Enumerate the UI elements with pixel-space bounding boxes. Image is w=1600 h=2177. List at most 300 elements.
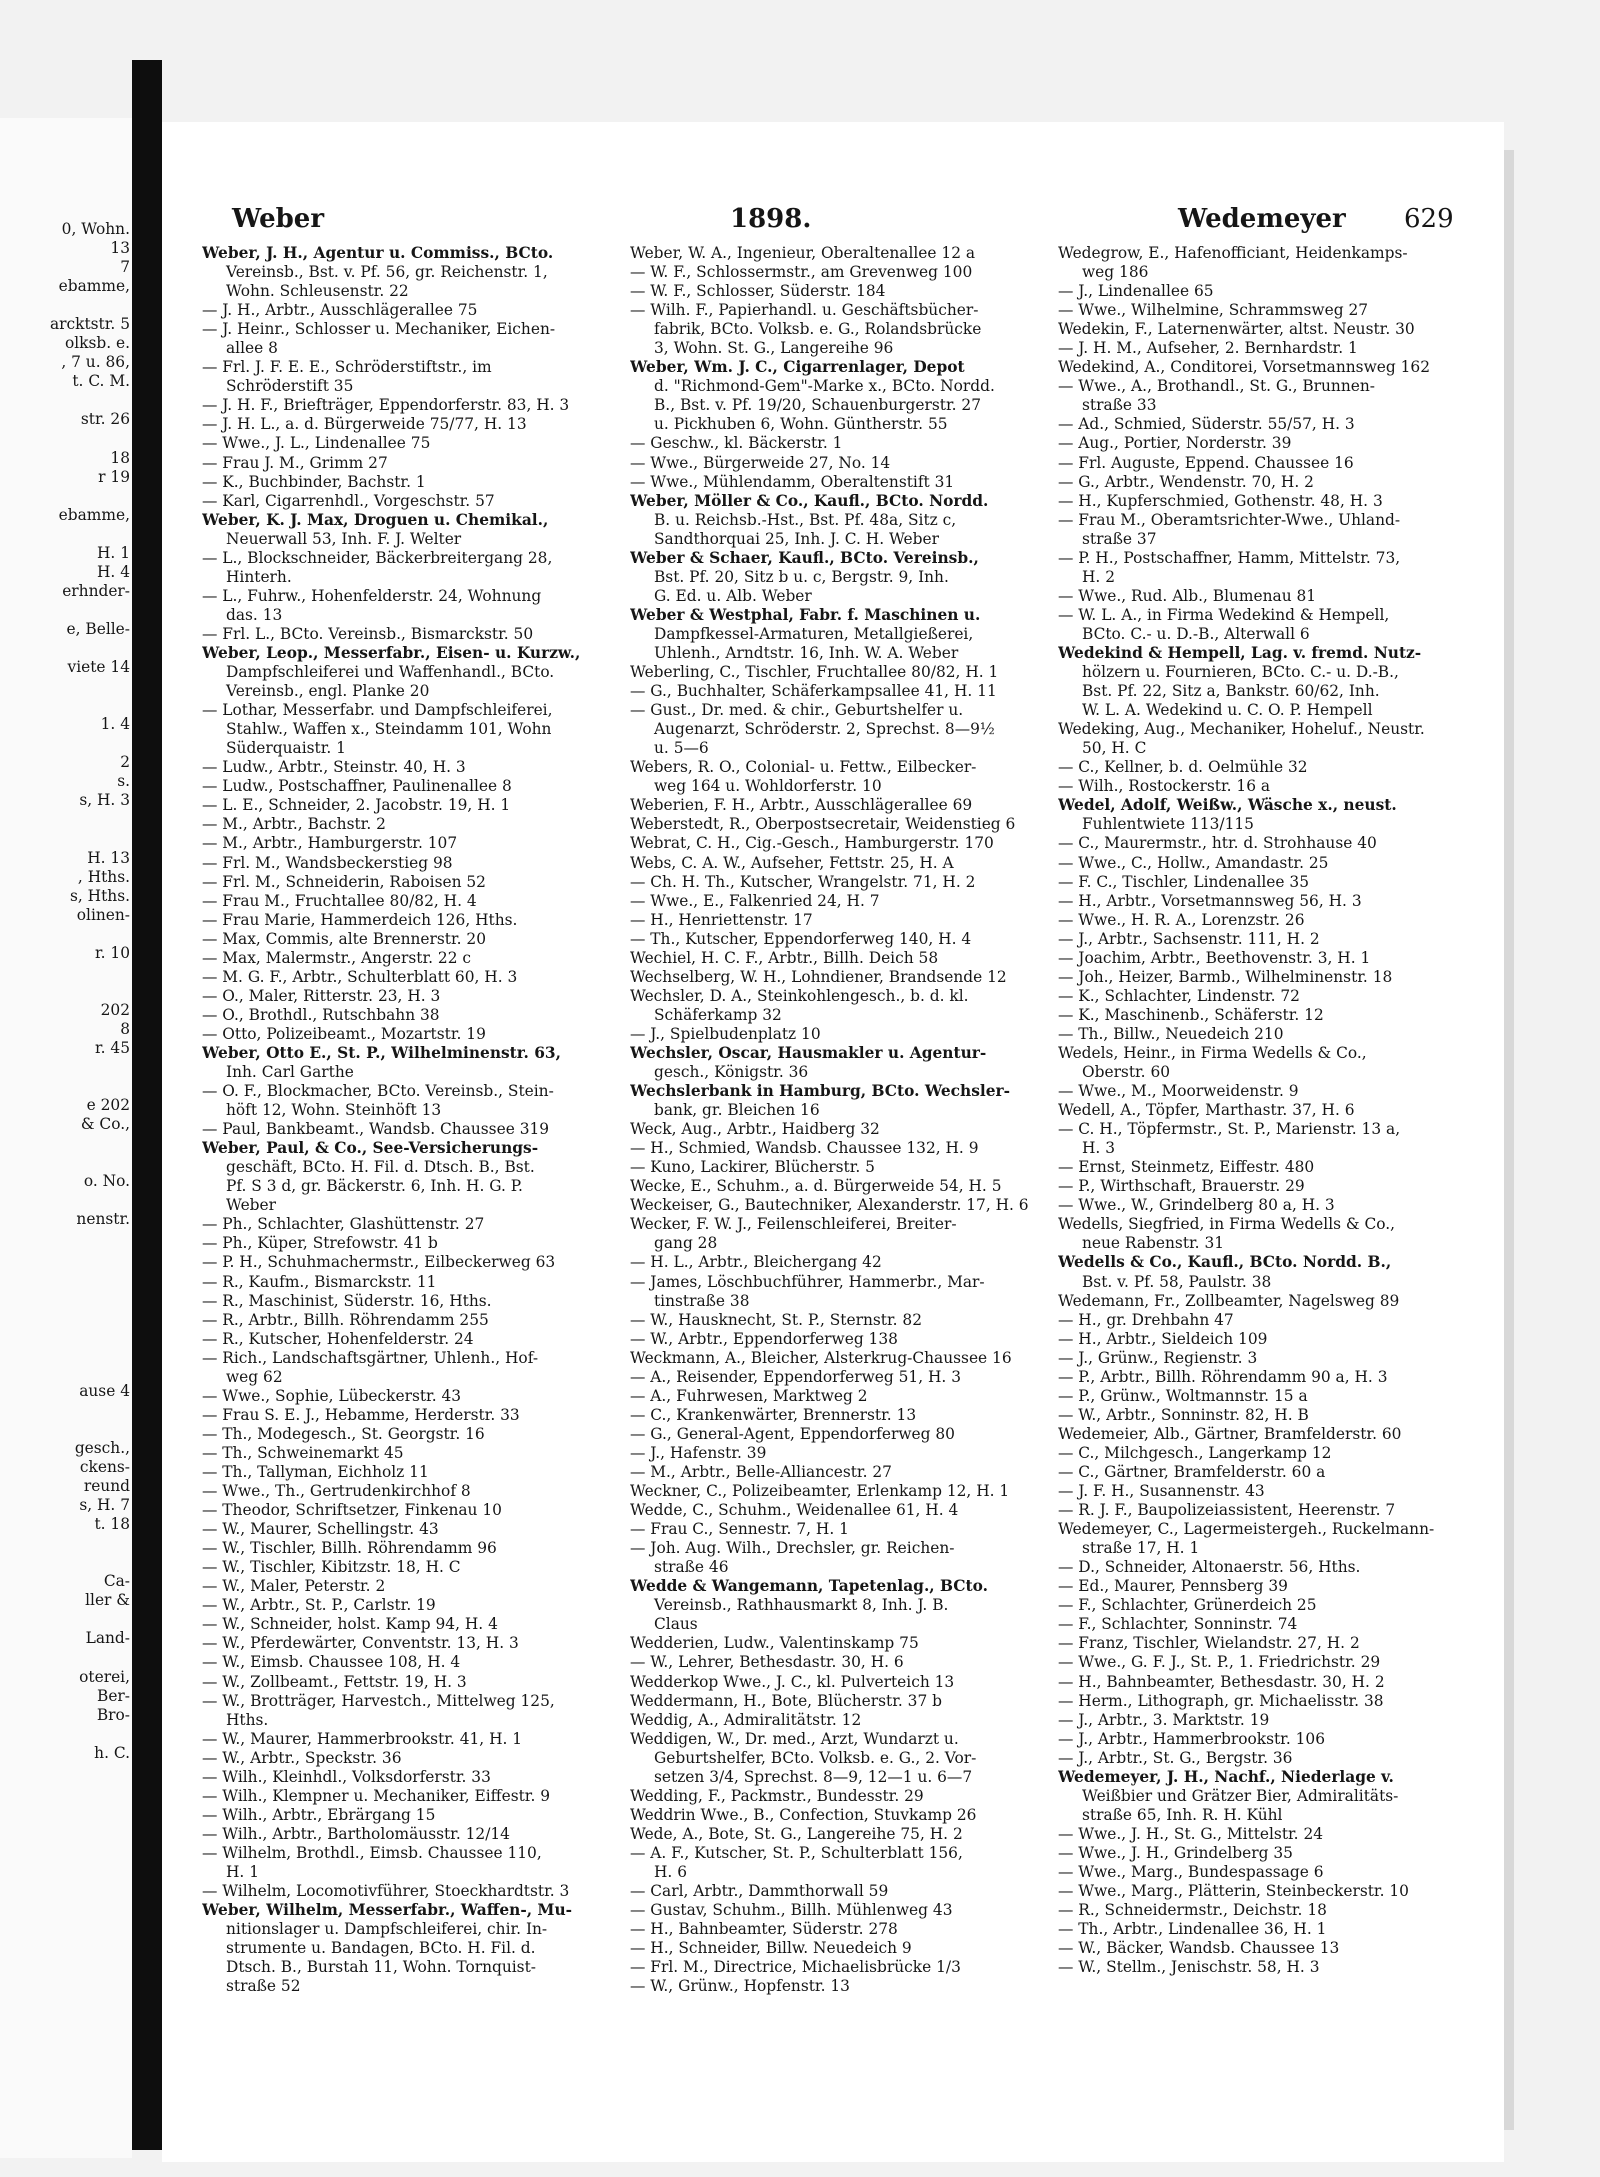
entry-line: — W., Arbtr., Speckstr. 36 (202, 1748, 402, 1767)
entry-line: Wedekin, F., Laternenwärter, altst. Neustr. 30 (1058, 320, 1415, 339)
entry-line: Geburtshelfer, BCto. Volksb. e. G., 2. Vor- (654, 1748, 977, 1767)
previous-page-line (2, 1534, 130, 1553)
entry-line: Vereinsb., Bst. v. Pf. 56, gr. Reichenstr. 1, (226, 263, 548, 282)
previous-page-line (2, 1420, 130, 1439)
entry-line: — M. G. F., Arbtr., Schulterblatt 60, H. 3 (202, 967, 518, 986)
entry-line: Weberling, C., Tischler, Fruchtallee 80/82, H. 1 (630, 663, 999, 682)
entry-line: nitionslager u. Dampfschleiferei, chir. In- (226, 1920, 548, 1939)
previous-page-line: ller & (85, 1591, 130, 1610)
entry-line: Wedderien, Ludw., Valentinskamp 75 (630, 1634, 919, 1653)
previous-page-line (2, 810, 130, 829)
entry-line: — J., Arbtr., Hammerbrookstr. 106 (1058, 1729, 1326, 1748)
entry-line: — O. F., Blockmacher, BCto. Vereinsb., Stein- (202, 1082, 554, 1101)
entry-line: allee 8 (226, 339, 278, 358)
previous-page-line (2, 1553, 130, 1572)
previous-page-line: o. No. (83, 1172, 130, 1191)
entry-line: weg 62 (226, 1367, 283, 1386)
entry-line: — L. E., Schneider, 2. Jacobstr. 19, H. 1 (202, 796, 511, 815)
previous-page-line: h. C. (94, 1743, 130, 1762)
entry-line: — Wwe., J. H., St. G., Mittelstr. 24 (1058, 1824, 1324, 1843)
entry-line: B. u. Reichsb.-Hst., Bst. Pf. 48a, Sitz c, (654, 510, 957, 529)
entry-line: — Ludw., Postschaffner, Paulinenallee 8 (202, 777, 512, 796)
entry-line: — F., Schlachter, Sonninstr. 74 (1058, 1615, 1298, 1634)
entry-line: — M., Arbtr., Hamburgerstr. 107 (202, 834, 458, 853)
entry-line: — Wilh., Kleinhdl., Volksdorferstr. 33 (202, 1767, 491, 1786)
previous-page-line: Ber- (97, 1686, 130, 1705)
entry-line: — W., Tischler, Billh. Röhrendamm 96 (202, 1539, 497, 1558)
entry-line: Wedemeier, Alb., Gärtner, Bramfelderstr. 60 (1058, 1424, 1402, 1443)
previous-page-line (2, 1306, 130, 1325)
entry-line: — W., Pferdewärter, Conventstr. 13, H. 3 (202, 1634, 519, 1653)
entry-line: — Joh. Aug. Wilh., Drechsler, gr. Reichen- (630, 1539, 955, 1558)
entry-column-3 (1058, 244, 1476, 1977)
entry-column-2 (630, 244, 1048, 1996)
entry-line: Weck, Aug., Arbtr., Haidberg 32 (630, 1120, 880, 1139)
entry-line: — Max, Malermstr., Angerstr. 22 c (202, 948, 471, 967)
entry-line: Süderquaistr. 1 (226, 739, 346, 758)
firm-entry-line: Wedekind & Hempell, Lag. v. fremd. Nutz- (1058, 643, 1422, 662)
entry-line: — W. L. A., in Firma Wedekind & Hempell, (1058, 605, 1390, 624)
previous-page-line (2, 677, 130, 696)
entry-line: Neuerwall 53, Inh. F. J. Welter (226, 529, 462, 548)
entry-line: — Frau M., Oberamtsrichter-Wwe., Uhland- (1058, 510, 1401, 529)
previous-page-line: ebamme, (58, 505, 130, 524)
previous-page-line: 18 (110, 448, 130, 467)
entry-line: geschäft, BCto. H. Fil. d. Dtsch. B., Bst. (226, 1158, 535, 1177)
directory-page (162, 122, 1504, 2162)
firm-entry-line: Weber, Möller & Co., Kaufl., BCto. Nordd. (630, 491, 989, 510)
page-number: 629 (1404, 204, 1454, 234)
previous-page-line: viete 14 (67, 658, 130, 677)
entry-line: H. 2 (1082, 567, 1115, 586)
entry-line: — Frau S. E. J., Hebamme, Herderstr. 33 (202, 1405, 520, 1424)
previous-page-line (2, 296, 130, 315)
entry-line: — Frl. M., Schneiderin, Raboisen 52 (202, 872, 486, 891)
entry-line: — J. H., Arbtr., Ausschlägerallee 75 (202, 301, 478, 320)
entry-line: H. 1 (226, 1862, 259, 1881)
previous-page-line: reund (83, 1477, 130, 1496)
firm-entry-line: Weber, Wm. J. C., Cigarrenlager, Depot (630, 358, 965, 377)
previous-page-line (2, 1153, 130, 1172)
entry-line: gang 28 (654, 1234, 718, 1253)
entry-line: — H., Arbtr., Vorsetmannsweg 56, H. 3 (1058, 891, 1362, 910)
entry-line: — W., Hausknecht, St. P., Sternstr. 82 (630, 1310, 922, 1329)
entry-line: Weckner, C., Polizeibeamter, Erlenkamp 12, H. 1 (630, 1482, 1010, 1501)
entry-line: — Th., Modegesch., St. Georgstr. 16 (202, 1424, 485, 1443)
entry-line: Wedeking, Aug., Mechaniker, Hoheluf., Neustr. (1058, 720, 1425, 739)
previous-page-line (2, 734, 130, 753)
entry-line: Inh. Carl Garthe (226, 1063, 354, 1082)
entry-line: — Ed., Maurer, Pennsberg 39 (1058, 1577, 1288, 1596)
previous-page-line: Ca- (103, 1572, 130, 1591)
entry-line: — H., Bahnbeamter, Süderstr. 278 (630, 1920, 898, 1939)
entry-line: gesch., Königstr. 36 (654, 1063, 809, 1082)
entry-line: — W. F., Schlosser, Süderstr. 184 (630, 282, 886, 301)
entry-line: — Th., Kutscher, Eppendorferweg 140, H. 4 (630, 929, 972, 948)
entry-line: — P., Arbtr., Billh. Röhrendamm 90 a, H. 3 (1058, 1367, 1388, 1386)
entry-line: Wedells, Siegfried, in Firma Wedells & Co., (1058, 1215, 1396, 1234)
entry-line: 3, Wohn. St. G., Langereihe 96 (654, 339, 894, 358)
entry-line: — J., Lindenallee 65 (1058, 282, 1214, 301)
entry-line: Weberstedt, R., Oberpostsecretair, Weidenstieg 6 (630, 815, 1016, 834)
entry-line: Weckeiser, G., Bautechniker, Alexanderstr. 17, H. 6 (630, 1196, 1029, 1215)
entry-line: Fuhlentwiete 113/115 (1082, 815, 1254, 834)
entry-line: — Wilh. F., Papierhandl. u. Geschäftsbücher- (630, 301, 979, 320)
entry-line: — G., Buchhalter, Schäferkampsallee 41, H. 11 (630, 682, 997, 701)
entry-line: — Wwe., Th., Gertrudenkirchhof 8 (202, 1482, 471, 1501)
entry-line: — W. F., Schlossermstr., am Grevenweg 100 (630, 263, 973, 282)
entry-line: — D., Schneider, Altonaerstr. 56, Hths. (1058, 1558, 1361, 1577)
entry-line: Weber, W. A., Ingenieur, Oberaltenallee 12 a (630, 244, 976, 262)
entry-line: Weber (226, 1196, 276, 1215)
entry-line: Wedding, F., Packmstr., Bundesstr. 29 (630, 1786, 924, 1805)
previous-page-line: ause 4 (79, 1381, 130, 1400)
entry-line: Wedemeyer, C., Lagermeistergeh., Ruckelmann- (1058, 1520, 1435, 1539)
entry-line: Schröderstift 35 (226, 377, 354, 396)
entry-line: — Wilhelm, Brothdl., Eimsb. Chaussee 110, (202, 1843, 542, 1862)
previous-page-line: 2 (120, 753, 130, 772)
firm-entry-line: Weber & Westphal, Fabr. f. Maschinen u. (630, 605, 981, 624)
firm-entry-line: Weber, Paul, & Co., See-Versicherungs- (202, 1139, 539, 1158)
entry-line: — K., Buchbinder, Bachstr. 1 (202, 472, 426, 491)
entry-line: — Wwe., C., Hollw., Amandastr. 25 (1058, 853, 1329, 872)
previous-page-line: nenstr. (76, 1210, 130, 1229)
entry-line: — M., Arbtr., Belle-Alliancestr. 27 (630, 1463, 892, 1481)
entry-line: — P., Grünw., Woltmannstr. 15 a (1058, 1386, 1308, 1405)
entry-line: Bst. Pf. 20, Sitz b u. c, Bergstr. 9, Inh. (654, 567, 949, 586)
entry-line: — F. C., Tischler, Lindenallee 35 (1058, 872, 1309, 891)
entry-line: das. 13 (226, 605, 283, 624)
entry-line: — Th., Tallyman, Eichholz 11 (202, 1463, 429, 1481)
entry-line: — Joh., Heizer, Barmb., Wilhelminenstr. 18 (1058, 967, 1393, 986)
previous-page-line: H. 4 (97, 562, 130, 581)
entry-line: — James, Löschbuchführer, Hammerbr., Mar- (630, 1272, 985, 1291)
entry-line: — W., Arbtr., St. P., Carlstr. 19 (202, 1596, 436, 1615)
entry-line: — Ph., Küper, Strefowstr. 41 b (202, 1234, 438, 1253)
entry-line: — J. F. H., Susannenstr. 43 (1058, 1482, 1265, 1501)
previous-page-line: Bro- (96, 1705, 130, 1724)
previous-page-text (2, 220, 130, 1763)
previous-page-line: s, H. 3 (79, 791, 130, 810)
entry-line: straße 33 (1082, 396, 1157, 415)
entry-line: u. 5—6 (654, 739, 709, 758)
previous-page-line: 0, Wohn. (61, 220, 130, 238)
previous-page-line: 13 (110, 239, 130, 258)
entry-line: — Wilhelm, Locomotivführer, Stoeckhardtstr. 3 (202, 1882, 570, 1901)
entry-line: — Wwe., Marg., Bundespassage 6 (1058, 1862, 1324, 1881)
previous-page-line: s. (117, 772, 130, 791)
entry-line: Wedemann, Fr., Zollbeamter, Nagelsweg 89 (1058, 1291, 1400, 1310)
previous-page-line (2, 1401, 130, 1420)
entry-line: — Frl. Auguste, Eppend. Chaussee 16 (1058, 453, 1354, 472)
entry-line: strumente u. Bandagen, BCto. H. Fil. d. (226, 1939, 536, 1958)
entry-line: — Otto, Polizeibeamt., Mozartstr. 19 (202, 1024, 486, 1043)
entry-line: d. "Richmond-Gem"-Marke x., BCto. Nordd. (654, 377, 995, 396)
entry-line: Wedde, C., Schuhm., Weidenallee 61, H. 4 (630, 1501, 959, 1520)
previous-page-line: erhnder- (62, 581, 130, 600)
firm-entry-line: Weber, Wilhelm, Messerfabr., Waffen-, Mu- (202, 1901, 573, 1920)
entry-line: Wedegrow, E., Hafenofficiant, Heidenkamps- (1058, 244, 1408, 262)
entry-line: — Frl. L., BCto. Vereinsb., Bismarckstr. 50 (202, 624, 534, 643)
entry-line: — R., Arbtr., Billh. Röhrendamm 255 (202, 1310, 489, 1329)
previous-page-line: , 7 u. 86, (61, 353, 130, 372)
entry-line: — J. H. M., Aufseher, 2. Bernhardstr. 1 (1058, 339, 1358, 358)
entry-line: Oberstr. 60 (1082, 1063, 1171, 1082)
entry-line: — F., Schlachter, Grünerdeich 25 (1058, 1596, 1317, 1615)
previous-page-line: s, Hths. (70, 886, 130, 905)
entry-line: hölzern u. Fournieren, BCto. C.- u. D.-B., (1082, 663, 1399, 682)
entry-line: u. Pickhuben 6, Wohn. Güntherstr. 55 (654, 415, 948, 434)
entry-line: Weddigen, W., Dr. med., Arzt, Wundarzt u. (630, 1729, 959, 1748)
entry-line: — L., Blockschneider, Bäckerbreitergang 28, (202, 548, 553, 567)
entry-line: — Gustav, Schuhm., Billh. Mühlenweg 43 (630, 1901, 953, 1920)
firm-entry-line: Weber, Otto E., St. P., Wilhelminenstr. 63, (202, 1043, 561, 1062)
entry-line: — G., Arbtr., Wendenstr. 70, H. 2 (1058, 472, 1314, 491)
entry-line: Bst. v. Pf. 58, Paulstr. 38 (1082, 1272, 1272, 1291)
page-edge-shadow (1504, 150, 1514, 2130)
entry-line: Wedderkop Wwe., J. C., kl. Pulverteich 13 (630, 1672, 955, 1691)
entry-line: straße 52 (226, 1977, 301, 1996)
previous-page-line (2, 1229, 130, 1248)
entry-line: — G., General-Agent, Eppendorferweg 80 (630, 1424, 955, 1443)
entry-line: — K., Maschinenb., Schäferstr. 12 (1058, 1005, 1324, 1024)
entry-line: — H., Henriettenstr. 17 (630, 910, 813, 929)
previous-page-line (2, 1268, 130, 1287)
entry-line: — O., Maler, Ritterstr. 23, H. 3 (202, 986, 441, 1005)
previous-page-line (2, 1191, 130, 1210)
previous-page-line (2, 925, 130, 944)
previous-page-line: str. 26 (80, 410, 130, 429)
previous-page-line (2, 1344, 130, 1363)
entry-line: — Ad., Schmied, Süderstr. 55/57, H. 3 (1058, 415, 1355, 434)
previous-page-line (2, 1610, 130, 1629)
previous-page-line (2, 601, 130, 620)
firm-entry-line: Wechslerbank in Hamburg, BCto. Wechsler- (630, 1082, 1011, 1101)
previous-page-line (2, 1725, 130, 1744)
entry-line: Vereinsb., engl. Planke 20 (226, 682, 430, 701)
previous-page-line: r 19 (98, 467, 130, 486)
entry-line: straße 46 (654, 1558, 729, 1577)
entry-line: Wede, A., Bote, St. G., Langereihe 75, H. 2 (630, 1824, 963, 1843)
entry-line: — Rich., Landschaftsgärtner, Uhlenh., Hof- (202, 1348, 539, 1367)
entry-line: Wedell, A., Töpfer, Marthastr. 37, H. 6 (1058, 1101, 1355, 1120)
entry-line: BCto. C.- u. D.-B., Alterwall 6 (1082, 624, 1310, 643)
entry-line: — J., Spielbudenplatz 10 (630, 1024, 821, 1043)
previous-page-line: H. 13 (87, 848, 130, 867)
previous-page-line (2, 525, 130, 544)
previous-page-line (2, 1077, 130, 1096)
entry-line: — W., Maurer, Hammerbrookstr. 41, H. 1 (202, 1729, 523, 1748)
entry-line: straße 65, Inh. R. H. Kühl (1082, 1805, 1283, 1824)
previous-page-line (2, 1287, 130, 1306)
entry-line: — Ch. H. Th., Kutscher, Wrangelstr. 71, H. 2 (630, 872, 976, 891)
entry-line: — Th., Arbtr., Lindenallee 36, H. 1 (1058, 1920, 1327, 1939)
firm-entry-line: Wechsler, Oscar, Hausmakler u. Agentur- (630, 1043, 987, 1062)
previous-page-line: oterei, (79, 1667, 130, 1686)
previous-page-fragment (0, 118, 132, 2158)
entry-line: B., Bst. v. Pf. 19/20, Schauenburgerstr. 27 (654, 396, 981, 415)
entry-line: — Wwe., W., Grindelberg 80 a, H. 3 (1058, 1196, 1335, 1215)
entry-line: — Frl. M., Directrice, Michaelisbrücke 1/3 (630, 1958, 961, 1977)
previous-page-line (2, 830, 130, 849)
entry-line: W. L. A. Wedekind u. C. O. P. Hempell (1082, 701, 1373, 720)
entry-line: — Wwe., Rud. Alb., Blumenau 81 (1058, 586, 1317, 605)
entry-line: — M., Arbtr., Bachstr. 2 (202, 815, 386, 834)
entry-line: — Aug., Portier, Norderstr. 39 (1058, 434, 1292, 453)
entry-line: — Gust., Dr. med. & chir., Geburtshelfer u. (630, 701, 964, 720)
entry-line: 50, H. C (1082, 739, 1147, 758)
entry-line: Bst. Pf. 22, Sitz a, Bankstr. 60/62, Inh. (1082, 682, 1380, 701)
entry-line: Weddermann, H., Bote, Blücherstr. 37 b (630, 1691, 942, 1710)
entry-line: Webers, R. O., Colonial- u. Fettw., Eilbecker- (630, 758, 977, 777)
entry-line: — P. H., Postschaffner, Hamm, Mittelstr. 73, (1058, 548, 1401, 567)
running-head-left: Weber (232, 204, 325, 234)
entry-line: — H., Bahnbeamter, Bethesdastr. 30, H. 2 (1058, 1672, 1385, 1691)
entry-line: Sandthorquai 25, Inh. J. C. H. Weber (654, 529, 939, 548)
entry-line: — Wwe., J. L., Lindenallee 75 (202, 434, 431, 453)
previous-page-line: , Hths. (77, 867, 130, 886)
previous-page-line: r. 45 (94, 1039, 130, 1058)
entry-line: — Franz, Tischler, Wielandstr. 27, H. 2 (1058, 1634, 1360, 1653)
entry-line: — Ernst, Steinmetz, Eiffestr. 480 (1058, 1158, 1315, 1177)
entry-line: — Wwe., E., Falkenried 24, H. 7 (630, 891, 880, 910)
entry-line: — C., Maurermstr., htr. d. Strohhause 40 (1058, 834, 1377, 853)
entry-line: — Wwe., Marg., Plätterin, Steinbeckerstr. 10 (1058, 1882, 1409, 1901)
previous-page-line (2, 1058, 130, 1077)
entry-line: — A., Reisender, Eppendorferweg 51, H. 3 (630, 1367, 962, 1386)
previous-page-line (2, 639, 130, 658)
previous-page-line: gesch., (74, 1439, 130, 1457)
entry-line: — C., Krankenwärter, Brennerstr. 13 (630, 1405, 917, 1424)
entry-line: — Herm., Lithograph, gr. Michaelisstr. 38 (1058, 1691, 1384, 1710)
entry-line: — Karl, Cigarrenhdl., Vorgeschstr. 57 (202, 491, 495, 510)
entry-line: — J., Arbtr., 3. Marktstr. 19 (1058, 1710, 1270, 1729)
entry-line: — Ludw., Arbtr., Steinstr. 40, H. 3 (202, 758, 466, 777)
previous-page-line (2, 391, 130, 410)
book-gutter (132, 60, 162, 2150)
previous-page-line: ckens- (79, 1458, 130, 1477)
entry-line: Wechsler, D. A., Steinkohlengesch., b. d. kl. (630, 986, 969, 1005)
entry-line: Wecke, E., Schuhm., a. d. Bürgerweide 54, H. 5 (630, 1177, 1002, 1196)
firm-entry-line: Wedel, Adolf, Weißw., Wäsche x., neust. (1058, 796, 1397, 815)
previous-page-line: 8 (120, 1019, 130, 1038)
entry-line: bank, gr. Bleichen 16 (654, 1101, 820, 1120)
entry-line: — J., Grünw., Regienstr. 3 (1058, 1348, 1258, 1367)
entry-line: Weckmann, A., Bleicher, Alsterkrug-Chaussee 16 (630, 1348, 1012, 1367)
previous-page-line: olinen- (76, 905, 130, 924)
previous-page-line (2, 982, 130, 1001)
entry-line: Wedels, Heinr., in Firma Wedells & Co., (1058, 1043, 1367, 1062)
entry-line: — W., Brotträger, Harvestch., Mittelweg 125, (202, 1691, 555, 1710)
entry-line: — C., Milchgesch., Langerkamp 12 (1058, 1443, 1332, 1462)
entry-line: H. 3 (1082, 1139, 1115, 1158)
entry-line: — P., Wirthschaft, Brauerstr. 29 (1058, 1177, 1305, 1196)
firm-entry-line: Weber & Schaer, Kaufl., BCto. Vereinsb., (630, 548, 979, 567)
previous-page-line (2, 963, 130, 982)
entry-line: tinstraße 38 (654, 1291, 750, 1310)
entry-line: — Frl. M., Wandsbeckerstieg 98 (202, 853, 453, 872)
entry-line: weg 186 (1082, 263, 1149, 282)
entry-line: Dtsch. B., Burstah 11, Wohn. Tornquist- (226, 1958, 536, 1977)
entry-line: — Wilh., Rostockerstr. 16 a (1058, 777, 1271, 796)
entry-line: — Ph., Schlachter, Glashüttenstr. 27 (202, 1215, 485, 1234)
entry-line: — C., Gärtner, Bramfelderstr. 60 a (1058, 1463, 1326, 1481)
entry-line: — C. H., Töpfermstr., St. P., Marienstr. 13 a, (1058, 1120, 1401, 1139)
entry-line: — J. H. F., Briefträger, Eppendorferstr. 83, H. 3 (202, 396, 570, 415)
firm-entry-line: Wedemeyer, J. H., Nachf., Niederlage v. (1058, 1767, 1394, 1786)
entry-line: Wechiel, H. C. F., Arbtr., Billh. Deich 58 (630, 948, 939, 967)
previous-page-line: 1. 4 (100, 715, 130, 734)
entry-line: — W., Grünw., Hopfenstr. 13 (630, 1977, 850, 1996)
entry-line: Wecker, F. W. J., Feilenschleiferei, Breiter- (630, 1215, 957, 1234)
previous-page-line: 7 (120, 258, 130, 277)
entry-line: — J. H. L., a. d. Bürgerweide 75/77, H. 13 (202, 415, 527, 434)
previous-page-line: 202 (100, 1000, 130, 1019)
entry-line: — P. H., Schuhmachermstr., Eilbeckerweg 63 (202, 1253, 556, 1272)
entry-line: — Frau Marie, Hammerdeich 126, Hths. (202, 910, 518, 929)
entry-line: Dampfschleiferei und Waffenhandl., BCto. (226, 663, 555, 682)
previous-page-line (2, 430, 130, 449)
previous-page-line: t. 18 (94, 1515, 130, 1534)
entry-line: — H., Kupferschmied, Gothenstr. 48, H. 3 (1058, 491, 1383, 510)
entry-line: Claus (654, 1615, 698, 1634)
previous-page-line: H. 1 (97, 543, 130, 562)
entry-line: fabrik, BCto. Volksb. e. G., Rolandsbrücke (654, 320, 982, 339)
entry-line: — R., Kaufm., Bismarckstr. 11 (202, 1272, 437, 1291)
entry-line: — Carl, Arbtr., Dammthorwall 59 (630, 1882, 889, 1901)
previous-page-line: & Co., (80, 1115, 130, 1134)
entry-line: — Wilh., Arbtr., Ebrärgang 15 (202, 1805, 436, 1824)
entry-line: Weißbier und Grätzer Bier, Admiralitäts- (1082, 1786, 1399, 1805)
entry-line: — H. L., Arbtr., Bleichergang 42 (630, 1253, 882, 1272)
entry-line: — O., Brothdl., Rutschbahn 38 (202, 1005, 440, 1024)
entry-line: Stahlw., Waffen x., Steindamm 101, Wohn (226, 720, 552, 739)
entry-line: Webrat, C. H., Cig.-Gesch., Hamburgerstr. 170 (630, 834, 994, 853)
firm-entry-line: Weber, K. J. Max, Droguen u. Chemikal., (202, 510, 549, 529)
entry-line: — W., Schneider, holst. Kamp 94, H. 4 (202, 1615, 498, 1634)
previous-page-line (2, 696, 130, 715)
previous-page-line (2, 1134, 130, 1153)
running-head-right: Wedemeyer (1178, 204, 1346, 234)
entry-line: — Kuno, Lackirer, Blücherstr. 5 (630, 1158, 875, 1177)
entry-line: — J., Arbtr., St. G., Bergstr. 36 (1058, 1748, 1293, 1767)
previous-page-line (2, 1363, 130, 1382)
entry-line: — W., Stellm., Jenischstr. 58, H. 3 (1058, 1958, 1320, 1977)
previous-page-line (2, 1649, 130, 1668)
entry-line: straße 17, H. 1 (1082, 1539, 1200, 1558)
entry-line: — W., Arbtr., Sonninstr. 82, H. B (1058, 1405, 1309, 1424)
entry-line: Hths. (226, 1710, 269, 1729)
entry-line: Webs, C. A. W., Aufseher, Fettstr. 25, H. A (630, 853, 954, 872)
previous-page-line: arcktstr. 5 (50, 315, 130, 334)
entry-line: — R., Kutscher, Hohenfelderstr. 24 (202, 1329, 474, 1348)
entry-line: H. 6 (654, 1862, 687, 1881)
firm-entry-line: Weber, Leop., Messerfabr., Eisen- u. Kurzw., (202, 643, 581, 662)
entry-line: — Wilh., Klempner u. Mechaniker, Eiffestr. 9 (202, 1786, 551, 1805)
previous-page-line (2, 1325, 130, 1344)
entry-line: Schäferkamp 32 (654, 1005, 782, 1024)
entry-line: — Wwe., Bürgerweide 27, No. 14 (630, 453, 891, 472)
previous-page-line: olksb. e. (64, 334, 130, 353)
entry-line: Weberien, F. H., Arbtr., Ausschlägerallee 69 (630, 796, 973, 815)
entry-line: — Wwe., Sophie, Lübeckerstr. 43 (202, 1386, 462, 1405)
entry-line: — H., gr. Drehbahn 47 (1058, 1310, 1234, 1329)
entry-line: neue Rabenstr. 31 (1082, 1234, 1225, 1253)
entry-line: — H., Schneider, Billw. Neuedeich 9 (630, 1939, 912, 1958)
entry-line: — Frau J. M., Grimm 27 (202, 453, 388, 472)
entry-line: setzen 3/4, Sprechst. 8—9, 12—1 u. 6—7 (654, 1767, 973, 1786)
previous-page-line (2, 1249, 130, 1268)
